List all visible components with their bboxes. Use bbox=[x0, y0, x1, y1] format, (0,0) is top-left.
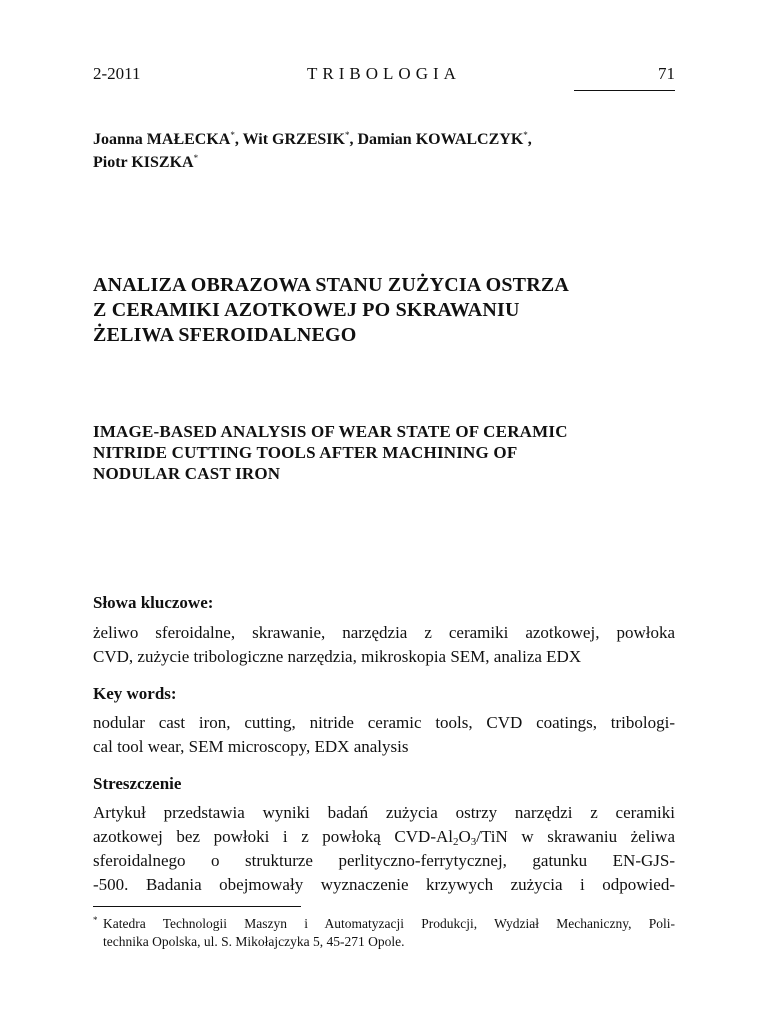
footnote-line: Katedra Technologii Maszyn i Automatyzacji Produkcji, Wydział Mechaniczny, Poli- bbox=[103, 916, 675, 931]
affiliation-mark: * bbox=[193, 153, 199, 163]
title-line: NITRIDE CUTTING TOOLS AFTER MACHINING OF bbox=[93, 443, 518, 462]
text-line: nodular cast iron, cutting, nitride ceramic tools, CVD coatings, tribologi- bbox=[93, 713, 675, 732]
text-line: żeliwo sferoidalne, skrawanie, narzędzia z ceramiki azotkowej, powłoka bbox=[93, 623, 675, 642]
author-line-2 bbox=[93, 151, 675, 174]
text-line: Artykuł przedstawia wyniki badań zużycia ostrzy narzędzi z ceramiki bbox=[93, 803, 675, 822]
footnote bbox=[93, 915, 675, 951]
author-name: Joanna MAŁECKA bbox=[93, 131, 231, 148]
abstract-text bbox=[93, 801, 675, 897]
author-separator: , bbox=[527, 131, 532, 148]
subscript: 3 bbox=[470, 836, 477, 848]
journal-page bbox=[93, 0, 675, 1024]
running-head bbox=[93, 64, 675, 88]
footnote-mark: * bbox=[93, 915, 98, 925]
title-polish bbox=[93, 273, 675, 348]
journal-name: TRIBOLOGIA bbox=[307, 64, 461, 83]
text-line: CVD, zużycie tribologiczne narzędzia, mikroskopia SEM, analiza EDX bbox=[93, 647, 582, 666]
title-line: IMAGE-BASED ANALYSIS OF WEAR STATE OF CERAMIC bbox=[93, 422, 568, 441]
text-segment: /TiN w skrawaniu żeliwa bbox=[476, 827, 675, 846]
author-name: , Damian KOWALCZYK bbox=[349, 131, 524, 148]
title-line: Z CERAMIKI AZOTKOWEJ PO SKRAWANIU bbox=[93, 299, 520, 321]
page-number: 71 bbox=[658, 64, 675, 83]
header-rule bbox=[574, 90, 675, 91]
author-name: Piotr KISZKA bbox=[93, 154, 194, 171]
text-line: cal tool wear, SEM microscopy, EDX analysis bbox=[93, 737, 409, 756]
title-line: ŻELIWA SFEROIDALNEGO bbox=[93, 324, 357, 346]
affiliation-mark: * bbox=[230, 130, 235, 140]
author-list bbox=[93, 128, 675, 174]
title-line: NODULAR CAST IRON bbox=[93, 464, 281, 483]
keywords-pl-text bbox=[93, 621, 675, 669]
keywords-pl-heading: Słowa kluczowe: bbox=[93, 593, 214, 612]
title-line: ANALIZA OBRAZOWA STANU ZUŻYCIA OSTRZA bbox=[93, 274, 570, 296]
issue-number: 2-2011 bbox=[93, 64, 141, 83]
text-line: sferoidalnego o strukturze perlityczno-ferrytycznej, gatunku EN-GJS- bbox=[93, 851, 675, 870]
text-line: -500. Badania obejmowały wyznaczenie krzywych zużycia i odpowied- bbox=[93, 875, 675, 894]
abstract-heading: Streszczenie bbox=[93, 774, 182, 793]
footnote-line: technika Opolska, ul. S. Mikołajczyka 5, 45-271 Opole. bbox=[103, 934, 405, 949]
text-segment: azotkowej bez powłoki i z powłoką CVD-Al bbox=[93, 827, 453, 846]
footnote-rule bbox=[93, 906, 301, 907]
keywords-en-heading: Key words: bbox=[93, 684, 177, 703]
affiliation-mark: * bbox=[523, 130, 528, 140]
author-name: , Wit GRZESIK bbox=[234, 131, 345, 148]
title-english bbox=[93, 421, 675, 484]
keywords-en-text bbox=[93, 711, 675, 759]
subscript: 2 bbox=[452, 836, 459, 848]
author-line-1 bbox=[93, 128, 675, 151]
text-line bbox=[93, 825, 675, 849]
affiliation-mark: * bbox=[344, 130, 350, 140]
text-segment: O bbox=[458, 827, 471, 846]
